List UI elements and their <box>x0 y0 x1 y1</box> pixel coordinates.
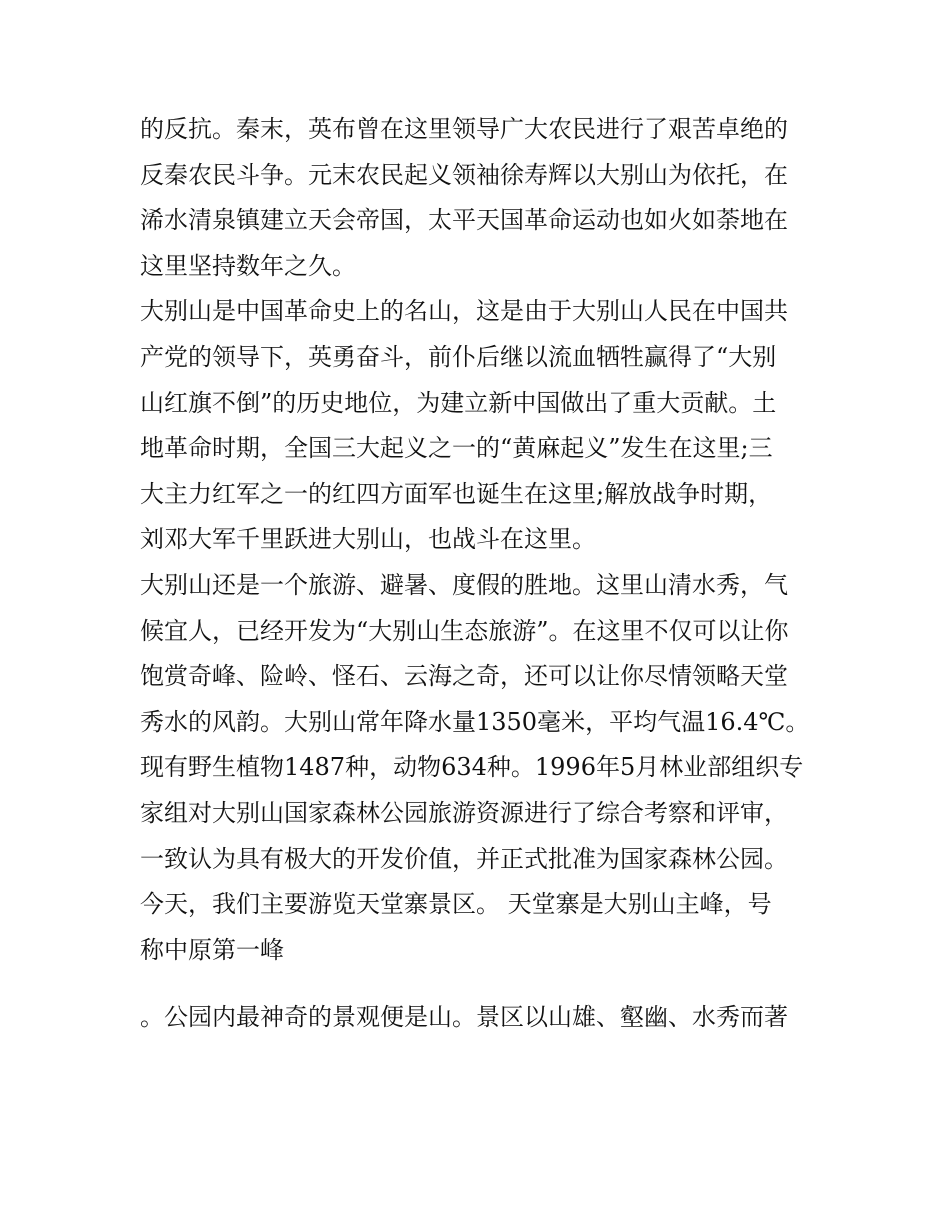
text-line: 反秦农民斗争。元末农民起义领袖徐寿辉以大别山为依托，在 <box>140 160 788 189</box>
text-line: 候宜人，已经开发为“大别山生态旅游”。在这里不仅可以让你 <box>140 616 789 645</box>
text-line: 地革命时期，全国三大起义之一的“黄麻起义”发生在这里;三 <box>140 434 773 463</box>
text-line: 称中原第一峰 <box>140 935 284 964</box>
text-line: 现有野生植物1487种，动物634种。1996年5月林业部组织专 <box>140 753 804 782</box>
text-line: 刘邓大军千里跃进大别山，也战斗在这里。 <box>140 525 596 554</box>
text-line: 今天，我们主要游览天堂寨景区。 天堂寨是大别山主峰，号 <box>140 890 772 919</box>
text-line: 浠水清泉镇建立天会帝国，太平天国革命运动也如火如荼地在 <box>140 206 788 235</box>
text-line: 大别山还是一个旅游、避暑、度假的胜地。这里山清水秀，气 <box>140 570 788 599</box>
text-line: 家组对大别山国家森林公园旅游资源进行了综合考察和评审， <box>140 798 788 827</box>
text-line: 大别山是中国革命史上的名山，这是由于大别山人民在中国共 <box>140 297 788 326</box>
text-line: 的反抗。秦末，英布曾在这里领导广大农民进行了艰苦卓绝的 <box>140 115 788 143</box>
text-line: 山红旗不倒”的历史地位，为建立新中国做出了重大贡献。土 <box>140 388 777 417</box>
text-line: 饱赏奇峰、险岭、怪石、云海之奇，还可以让你尽情领略天堂 <box>140 662 788 691</box>
body-text <box>140 107 830 1041</box>
text-line: 产党的领导下，英勇奋斗，前仆后继以流血牺牲赢得了“大别 <box>140 342 777 371</box>
text-line: 大主力红军之一的红四方面军也诞生在这里;解放战争时期， <box>140 479 773 508</box>
text-line: 。公园内最神奇的景观便是山。景区以山雄、壑幽、水秀而著 <box>140 1003 788 1032</box>
text-line: 一致认为具有极大的开发价值，并正式批准为国家森林公园。 <box>140 844 788 873</box>
text-line: 秀水的风韵。大别山常年降水量1350毫米，平均气温16.4℃。 <box>140 707 810 736</box>
text-line: 这里坚持数年之久。 <box>140 251 356 280</box>
